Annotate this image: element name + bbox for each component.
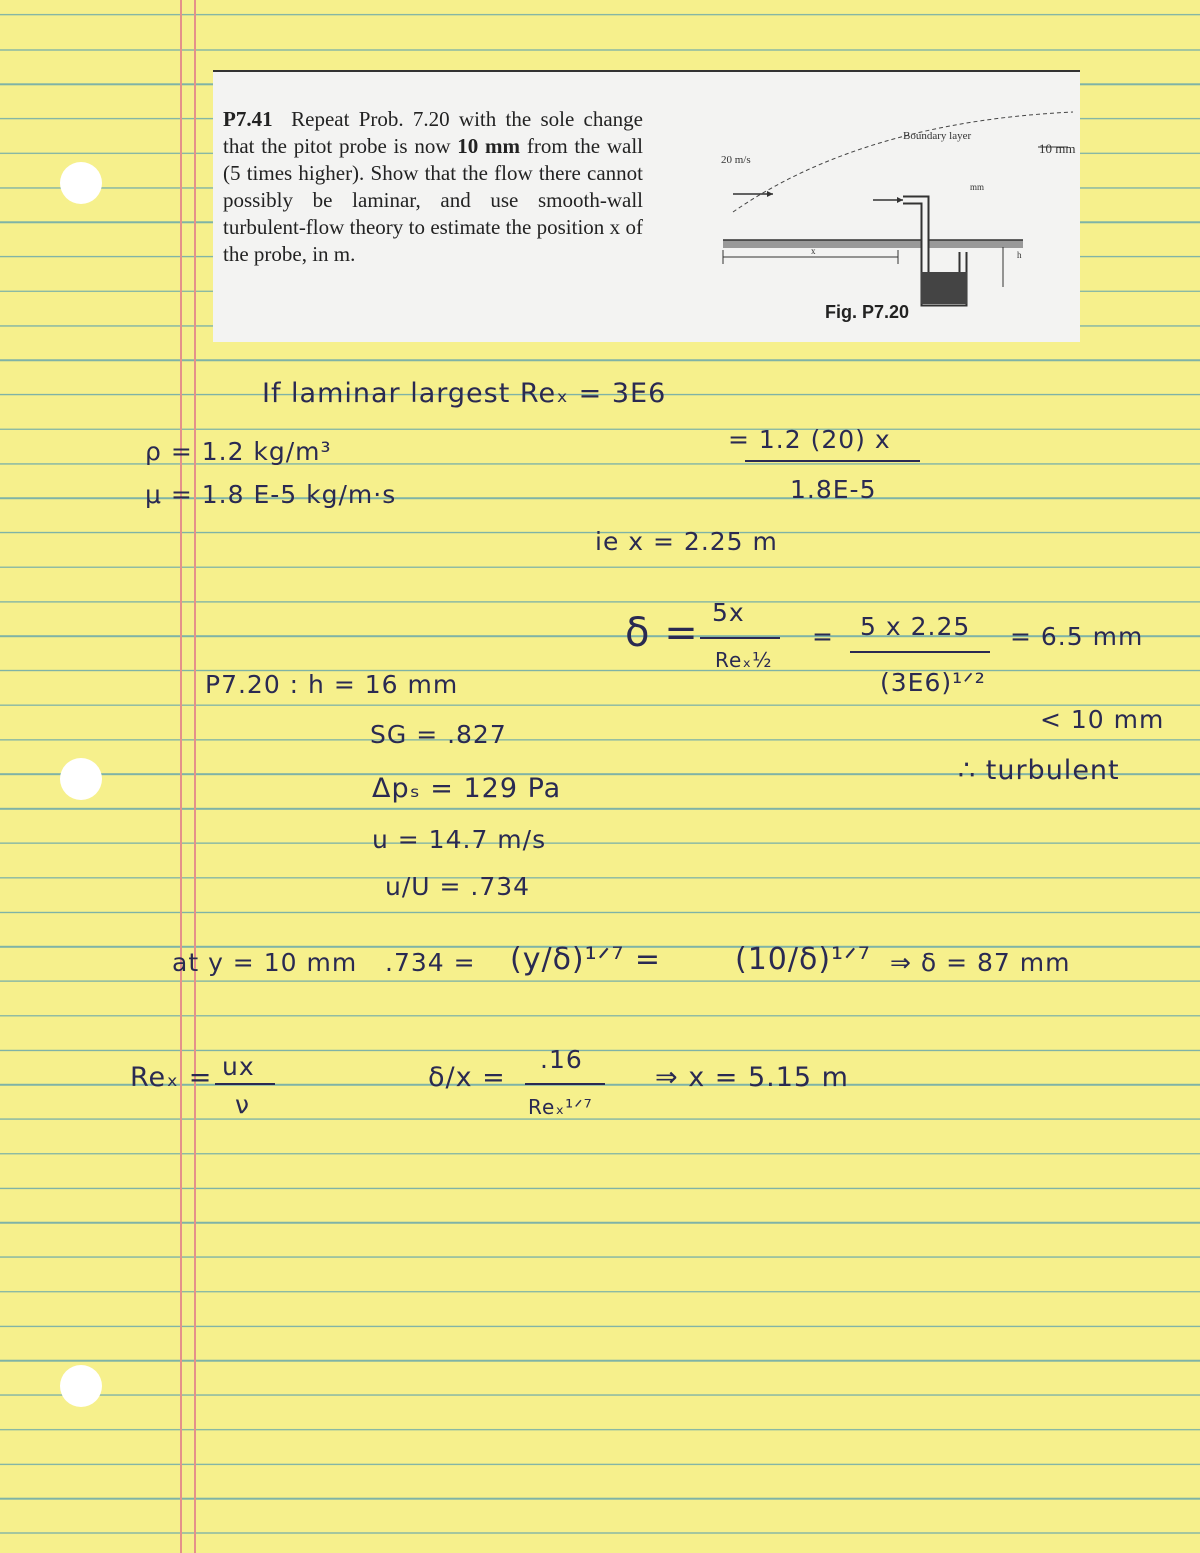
figure-pitot-boundary-layer: [713, 102, 1080, 312]
figure-height-label: 10 mm: [1039, 141, 1076, 156]
delta-lhs: δ =: [625, 610, 699, 656]
fraction-bar: [215, 1083, 275, 1085]
binder-hole: [60, 758, 102, 800]
margin-line: [180, 0, 182, 1553]
delta-over-x-lhs: δ/x =: [428, 1062, 506, 1093]
fraction-bar: [700, 637, 780, 639]
specific-gravity: SG = .827: [370, 720, 507, 749]
margin-line: [194, 0, 196, 1553]
figure-velocity-label: 20 m/s: [721, 154, 751, 166]
velocity: u = 14.7 m/s: [372, 825, 547, 854]
problem-text: [223, 106, 643, 268]
density: ρ = 1.2 kg/m³: [145, 437, 332, 466]
delta-numerator: 5x: [712, 598, 745, 627]
figure-boundary-label: Boundary layer: [903, 130, 972, 142]
delta-denominator: Reₓ½: [715, 648, 773, 672]
problem-text-part1: Repeat Prob. 7.20 with the sole change that the pitot probe is now: [223, 107, 643, 158]
figure-h-label: h: [1017, 250, 1022, 260]
seventh-law-lhs: .734 =: [385, 948, 476, 977]
problem-distance: 10 mm: [457, 134, 521, 158]
problem-number: P7.41: [223, 107, 273, 131]
velocity-ratio: u/U = .734: [385, 872, 531, 901]
reynolds-numerator: = 1.2 (20) x: [728, 425, 891, 454]
delta-over-x-num: .16: [540, 1045, 583, 1074]
fraction-bar: [745, 460, 920, 462]
reynolds-num: ux: [222, 1052, 255, 1081]
turbulent-conclusion: ∴ turbulent: [958, 755, 1120, 786]
pressure-difference: Δpₛ = 129 Pa: [372, 773, 562, 804]
delta-laminar-value: = 6.5 mm: [1010, 622, 1144, 651]
problem-text-part2: from the wall (5 times higher). Show that the flow there cannot possibly be laminar, and use smooth-wall turbulent-flow theory to estimate the position x of the probe, in m.: [223, 134, 644, 266]
reynolds-denominator: 1.8E-5: [790, 475, 877, 504]
reynolds-den: ν: [235, 1090, 250, 1119]
problem-statement: [213, 70, 1080, 342]
x-turbulent-result: ⇒ x = 5.15 m: [655, 1062, 849, 1093]
fraction-bar: [850, 651, 990, 653]
equals-sign: =: [812, 622, 834, 651]
delta-numerator-2: 5 x 2.25: [860, 612, 971, 641]
binder-hole: [60, 162, 102, 204]
seventh-law-mid: (y/δ)¹ᐟ⁷ =: [510, 942, 662, 977]
p720-head: P7.20 : h = 16 mm: [205, 670, 459, 699]
viscosity: μ = 1.8 E-5 kg/m·s: [145, 480, 397, 509]
x-laminar-result: ie x = 2.25 m: [595, 527, 778, 556]
seventh-law-rhs: (10/δ)¹ᐟ⁷: [735, 942, 871, 977]
at-y-10mm: at y = 10 mm: [172, 948, 358, 977]
reynolds-lhs: Reₓ =: [130, 1062, 213, 1093]
laminar-assumption: If laminar largest Reₓ = 3E6: [262, 378, 667, 409]
delta-over-x-den: Reₓ¹ᐟ⁷: [528, 1095, 593, 1119]
delta-turbulent-result: ⇒ δ = 87 mm: [890, 948, 1071, 977]
figure-probe-label: mm: [970, 182, 985, 192]
figure-x-label: x: [811, 246, 816, 256]
binder-hole: [60, 1365, 102, 1407]
fraction-bar: [525, 1083, 605, 1085]
figure-caption: Fig. P7.20: [825, 302, 910, 322]
less-than-10mm: < 10 mm: [1040, 705, 1165, 734]
delta-denominator-2: (3E6)¹ᐟ²: [880, 668, 986, 697]
